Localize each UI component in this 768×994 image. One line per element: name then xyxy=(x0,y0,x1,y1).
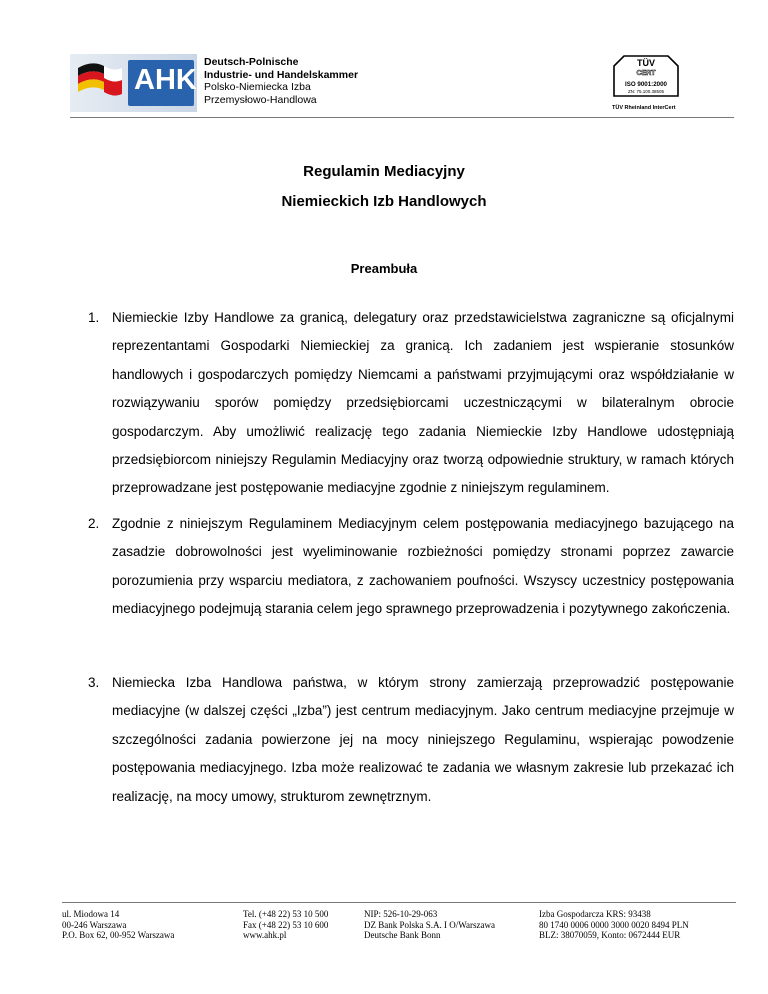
footer-bank-1 xyxy=(364,909,495,941)
paragraph-2 xyxy=(88,510,734,624)
org-line-2: Industrie- und Handelskammer xyxy=(204,68,359,81)
ahk-logo xyxy=(70,54,197,112)
paragraph-number: 1. xyxy=(88,310,100,325)
footer-bank-2 xyxy=(539,909,689,941)
tuv-brand: TÜV xyxy=(637,58,655,68)
footer-line: BLZ: 38070059, Konto: 0672444 EUR xyxy=(539,930,681,940)
tuv-zn: ZN: 75.100.38505 xyxy=(627,89,665,94)
org-line-1: Deutsch-Polnische xyxy=(204,56,299,68)
footer-line: 80 1740 0006 0000 3000 0020 8494 PLN xyxy=(539,919,689,930)
paragraph-number: 3. xyxy=(88,675,100,690)
tuv-cert-word: CERT xyxy=(636,70,656,77)
footer-line: Fax (+48 22) 53 10 600 xyxy=(243,919,329,930)
header-rule xyxy=(70,117,734,118)
document-title-line-2: Niemieckich Izb Handlowych xyxy=(281,193,487,210)
footer-line: Tel. (+48 22) 53 10 500 xyxy=(243,909,329,919)
org-line-4: Przemysłowo-Handlowa xyxy=(204,93,317,106)
footer-line: 00-246 Warszawa xyxy=(62,919,127,930)
footer-line: P.O. Box 62, 00-952 Warszawa xyxy=(62,930,175,940)
letterhead xyxy=(70,54,730,116)
paragraph-text: Niemiecka Izba Handlowa państwa, w którym strony zamierzają przeprowadzić postępowanie mediacyjne (w dalszej części „Izba”) jest centrum mediacyjnym. Jako centrum mediacyjne przejmuje w szczególności zadania powierzone jej na mocy niniejszego Regulaminu, wspierając powodzenie postępowania mediacyjnego. Izba może realizować te zadania we własnym zakresie lub przekazać ich realizację, na mocy umowy, strukturom zewnętrznym. xyxy=(112,675,734,804)
footer-website-link[interactable]: www.ahk.pl xyxy=(243,930,287,940)
paragraph-number: 2. xyxy=(88,516,100,531)
org-line-3: Polsko-Niemiecka Izba xyxy=(204,81,311,93)
footer-address xyxy=(62,909,174,941)
paragraph-text: Niemieckie Izby Handlowe za granicą, delegatury oraz przedstawicielstwa zagraniczne są oficjalnymi reprezentantami Gospodarki Niemieckiej za granicą. Ich zadaniem jest wspieranie stosunków handlowych i gospodarczych pomiędzy Niemcami a państwami przyjmującymi oraz współdziałanie w rozwiązywaniu sporów pomiędzy przedsiębiorcami uczestniczącymi w bilateralnym obrocie gospodarczym. Aby umożliwić realizację tego zadania Niemieckie Izby Handlowe udostępniają przedsiębiorcom niniejszy Regulamin Mediacyjny oraz tworzą odpowiednie struktury, w ramach których przeprowadzane jest postępowanie mediacyjne zgodnie z niniejszym regulaminem. xyxy=(112,310,734,496)
footer-contact xyxy=(243,909,328,941)
paragraph-3 xyxy=(88,669,734,811)
tuv-iso: ISO 9001:2000 xyxy=(625,81,667,88)
organization-name xyxy=(204,56,358,106)
footer-line: ul. Miodowa 14 xyxy=(62,909,120,919)
footer-line: Izba Gospodarcza KRS: 93438 xyxy=(539,909,651,919)
paragraph-1 xyxy=(88,304,734,503)
section-heading: Preambuła xyxy=(350,261,418,276)
paragraph-text: Zgodnie z niniejszym Regulaminem Mediacyjnym celem postępowania mediacyjnego bazującego na zasadzie dobrowolności jest wyeliminowanie rozbieżności pomiędzy stronami poprzez zawarcie porozumienia przy wsparciu mediatora, z zachowaniem poufności. Wszyscy uczestnicy postępowania mediacyjnego podejmują starania celem jego sprawnego przeprowadzenia i pozytywnego zakończenia. xyxy=(112,516,734,617)
footer-line: NIP: 526-10-29-063 xyxy=(364,909,438,919)
tuv-issuer: TÜV Rheinland InterCert xyxy=(612,105,676,111)
footer-line: Deutsche Bank Bonn xyxy=(364,930,441,940)
ahk-logo-text: AHK xyxy=(134,64,197,96)
footer-rule xyxy=(62,902,736,903)
footer-line: DZ Bank Polska S.A. I O/Warszawa xyxy=(364,919,496,930)
document-title-line-1: Regulamin Mediacyjny xyxy=(303,163,465,180)
